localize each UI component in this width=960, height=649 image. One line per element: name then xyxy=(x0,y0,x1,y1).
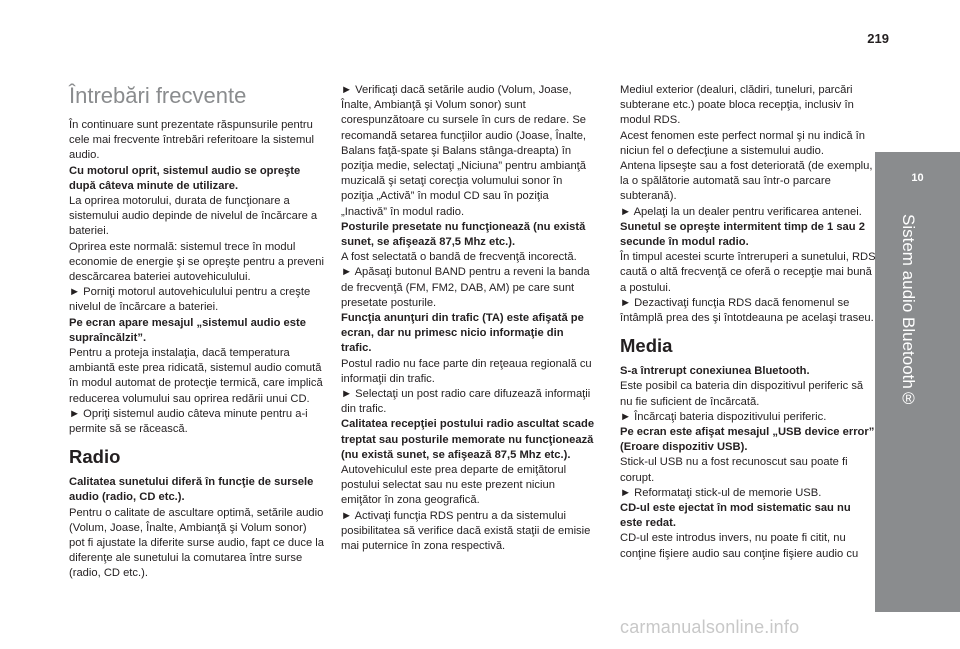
answer: Acest fenomen este perfect normal şi nu indică în niciun fel o defecţiune a sistemului audio. xyxy=(620,129,866,157)
question: Posturile presetate nu funcţionează (nu există sunet, se afişează 87,5 Mhz etc.). xyxy=(341,220,586,249)
answer: Pentru o calitate de ascultare optimă, setările audio (Volum, Joase, Înalte, Ambianţă şi Volum sonor) pot fi ajustate la diferite surse audio, fapt ce duce la diferenţe ale sunetului la comutarea între surse (radio, CD etc.). xyxy=(69,506,324,580)
answer: Antena lipseşte sau a fost deteriorată (de exemplu, la o spălătorie automată sau într-o parcare subterană). xyxy=(620,160,873,203)
question: Pe ecran apare mesajul „sistemul audio este supraîncălzit”. xyxy=(69,316,306,344)
watermark: carmanualsonline.info xyxy=(620,617,800,637)
answer: CD-ul este introdus invers, nu poate fi citit, nu conţine fişiere audio sau conţine fişiere audio cu xyxy=(620,532,859,560)
answer: Este posibil ca bateria din dispozitivul periferic să nu fie suficient de încărcată. xyxy=(620,380,864,408)
chapter-title: Sistem audio Bluetooth® xyxy=(899,214,918,408)
section-heading-radio: Radio xyxy=(69,446,121,468)
question: Calitatea sunetului diferă în funcţie de sursele audio (radio, CD etc.). xyxy=(69,476,314,504)
section-heading-faq: Întrebări frecvente xyxy=(69,83,247,108)
column-3 xyxy=(620,83,876,562)
instruction: ► Activaţi funcţia RDS pentru a da sistemului posibilitatea să verifice dacă există staţii de emisie mai puternice în zona respectivă. xyxy=(341,509,591,553)
answer: Stick-ul USB nu a fost recunoscut sau poate fi corupt. xyxy=(620,456,848,484)
answer: În timpul acestei scurte întreruperi a sunetului, RDS caută o altă frecvenţă ce oferă o recepţie mai bună a postului. xyxy=(620,251,876,294)
question: Calitatea recepţiei postului radio ascultat scade treptat sau posturile memorate nu funcţionează (nu există sunet, se afişează 87,5 Mhz etc.). xyxy=(341,418,595,461)
instruction: ► Porniţi motorul autovehiculului pentru a creşte nivelul de încărcare a bateriei. xyxy=(69,286,311,314)
chapter-number: 10 xyxy=(911,172,924,184)
instruction: ► Dezactivaţi funcţia RDS dacă fenomenul se întâmplă prea des şi întotdeauna pe acelaşi traseu. xyxy=(620,296,874,325)
page-number: 219 xyxy=(867,31,889,46)
question: CD-ul este ejectat în mod sistematic sau nu este redat. xyxy=(620,502,851,530)
section-heading-media: Media xyxy=(620,335,673,357)
chapter-side-tab xyxy=(875,152,960,612)
question: Pe ecran este afişat mesajul „USB device error” (Eroare dispozitiv USB). xyxy=(620,426,875,454)
answer: Oprirea este normală: sistemul trece în modul economie de energie şi se opreşte pentru a preveni descărcarea bateriei autovehiculului. xyxy=(69,240,324,284)
answer: La oprirea motorului, durata de funcţionare a sistemului audio depinde de nivelul de încărcare a bateriei. xyxy=(69,195,318,238)
instruction: ► Încărcaţi bateria dispozitivului periferic. xyxy=(620,410,827,423)
question: S-a întrerupt conexiunea Bluetooth. xyxy=(620,365,810,378)
question: Funcţia anunţuri din trafic (TA) este afişată pe ecran, dar nu primesc nicio informaţie din trafic. xyxy=(341,312,584,355)
instruction: ► Selectaţi un post radio care difuzează informaţii din trafic. xyxy=(341,388,591,416)
answer: Pentru a proteja instalaţia, dacă temperatura ambiantă este prea ridicată, sistemul audio comută în modul automat de protecţie termică, care implică reducerea volumului sau oprirea redării unui CD. xyxy=(69,347,323,405)
paragraph: În continuare sunt prezentate răspunsurile pentru cele mai frecvente întrebări referitoare la sistemul audio. xyxy=(69,119,314,162)
answer: Autovehiculul este prea departe de emiţătorul postului selectat sau nu este prezent niciun emiţător în zona geografică. xyxy=(341,464,567,507)
column-2 xyxy=(341,83,597,554)
instruction: ► Verificaţi dacă setările audio (Volum, Joase, Înalte, Ambianţă şi Volum sonor) sunt corespunzătoare cu sursele în curs de redare. Se recomandă setarea funcţiilor audio (Joase, Înalte, Balans faţă-spate şi Balans stânga-dreapta) în poziţia medie, selectaţi „Niciuna” pentru ambianţă muzicală şi setaţi corecţia volumului sonor în poziţia „Activă” în modul CD sau în poziţia „Inactivă” în modul radio. xyxy=(341,84,587,218)
instruction: ► Opriţi sistemul audio câteva minute pentru a-i permite să se răcească. xyxy=(69,407,308,436)
question: Sunetul se opreşte intermitent timp de 1 sau 2 secunde în modul radio. xyxy=(620,220,865,249)
answer: Mediul exterior (dealuri, clădiri, tuneluri, parcări subterane etc.) poate bloca recepţia, inclusiv în modul RDS. xyxy=(620,84,854,127)
answer: Postul radio nu face parte din reţeaua regională cu informaţii din trafic. xyxy=(341,357,592,385)
instruction: ► Reformataţi stick-ul de memorie USB. xyxy=(620,486,822,499)
answer: A fost selectată o bandă de frecvenţă incorectă. xyxy=(341,251,577,264)
question: Cu motorul oprit, sistemul audio se opreşte după câteva minute de utilizare. xyxy=(69,164,301,192)
column-1 xyxy=(69,83,325,582)
instruction: ► Apelaţi la un dealer pentru verificarea antenei. xyxy=(620,205,862,218)
instruction: ► Apăsaţi butonul BAND pentru a reveni la banda de frecvenţă (FM, FM2, DAB, AM) pe care sunt presetate posturile. xyxy=(341,266,590,309)
